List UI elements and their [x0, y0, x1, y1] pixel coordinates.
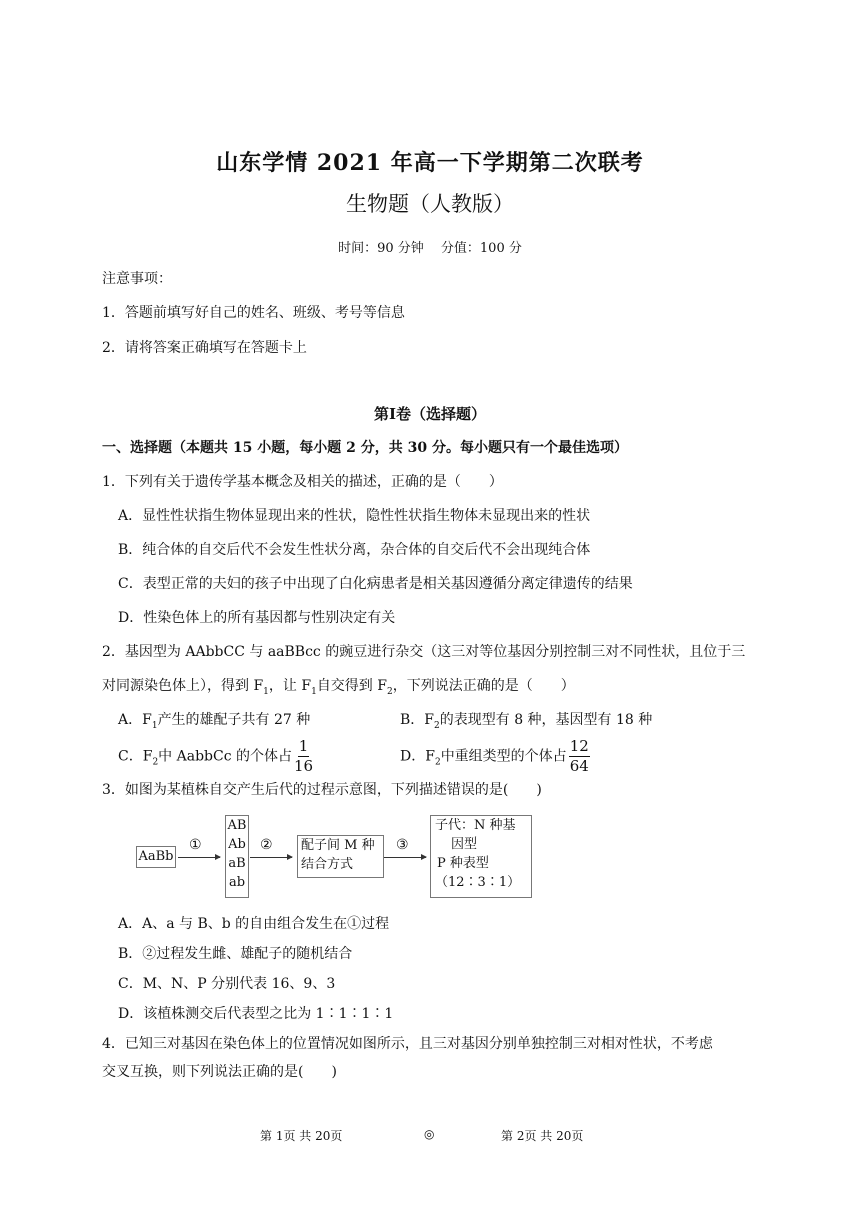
fraction: $\frac{1}{16}$ — [294, 737, 314, 775]
question-2-stem-line1: 2．基因型为 AAbbCC 与 aaBBcc 的豌豆进行杂交（这三对等位基因分别控制三对不同性状，且位于三 — [102, 644, 746, 660]
question-3-option-b: B．②过程发生雌、雄配子的随机结合 — [118, 946, 353, 962]
combination-box — [297, 835, 384, 878]
question-3-option-c: C．M、N、P 分别代表 16、9、3 — [118, 976, 336, 992]
offspring-text: 因型 — [451, 837, 478, 852]
question-1-stem: 1．下列有关于遗传学基本概念及相关的描述，正确的是（ ） — [102, 474, 503, 490]
question-1-option-c: C．表型正常的夫妇的孩子中出现了白化病患者是相关基因遵循分离定律遗传的结果 — [118, 576, 633, 592]
offspring-box — [430, 815, 532, 898]
question-2-option-a: A．$F_1$产生的雄配子共有 27 种 — [118, 712, 311, 731]
question-3-stem: 3．如图为某植株自交产生后代的过程示意图，下列描述错误的是( ) — [102, 782, 542, 798]
note-item: 1．答题前填写好自己的姓名、班级、考号等信息 — [102, 305, 405, 321]
step-2-label: ② — [260, 837, 273, 853]
question-3-option-d: D．该植株测交后代表型之比为 1∶1∶1∶1 — [118, 1006, 394, 1022]
document-subtitle: 生物题（人教版） — [346, 192, 514, 216]
arrow-3 — [384, 857, 426, 858]
note-item: 2．请将答案正确填写在答题卡上 — [102, 340, 307, 356]
question-4-stem-line1: 4．已知三对基因在染色体上的位置情况如图所示，且三对基因分别单独控制三对相对性状，不考虑 — [102, 1036, 713, 1052]
question-4-stem-line2: 交叉互换，则下列说法正确的是( ) — [102, 1064, 337, 1080]
gametes-box — [225, 815, 249, 898]
question-3-option-a: A．A、a 与 B、b 的自由组合发生在①过程 — [118, 916, 390, 932]
question-1-option-a: A．显性性状指生物体显现出来的性状，隐性性状指生物体未显现出来的性状 — [118, 508, 591, 524]
offspring-text: 子代：N 种基 — [435, 818, 516, 833]
page-number-right: 第 2页 共 20页 — [501, 1129, 584, 1143]
arrow-2 — [250, 857, 292, 858]
fraction: $\frac{12}{64}$ — [569, 737, 589, 775]
step-3-label: ③ — [396, 837, 409, 853]
combination-text: 结合方式 — [301, 857, 354, 872]
document-title: 山东学情 2021 年高一下学期第二次联考 — [216, 150, 644, 176]
footer-separator: ◎ — [424, 1127, 435, 1141]
gamete: Ab — [228, 837, 246, 852]
arrow-1 — [178, 857, 220, 858]
gamete: AB — [227, 818, 247, 833]
exam-meta: 时间：90 分钟 分值：100 分 — [338, 241, 522, 256]
section-title: 第Ⅰ卷（选择题） — [373, 405, 487, 423]
part-heading: 一、选择题（本题共 15 小题，每小题 2 分，共 30 分。每小题只有一个最佳选项） — [102, 440, 628, 456]
question-1-option-d: D．性染色体上的所有基因都与性别决定有关 — [118, 610, 396, 626]
offspring-text: P 种表型 — [437, 856, 489, 871]
question-1-option-b: B．纯合体的自交后代不会发生性状分离，杂合体的自交后代不会出现纯合体 — [118, 542, 591, 558]
parent-genotype-box: AaBb — [136, 846, 176, 868]
notes-heading: 注意事项： — [102, 271, 172, 287]
question-2-stem-line2: 对同源染色体上），得到 $F_1$，让 $F_1$自交得到 $F_2$，下列说法正确的是（ ） — [102, 678, 575, 697]
question-2-option-c: C．$F_2$中 AabbCc 的个体占 $\frac{1}{16}$ — [118, 737, 314, 775]
offspring-text: （12∶3∶1） — [435, 875, 521, 890]
combination-text: 配子间 M 种 — [301, 838, 375, 853]
step-1-label: ① — [189, 837, 202, 853]
question-2-option-d: D．$F_2$中重组类型的个体占 $\frac{12}{64}$ — [400, 737, 589, 775]
gamete: ab — [228, 875, 246, 890]
gamete: aB — [228, 856, 246, 871]
question-2-option-b: B．$F_2$的表现型有 8 种，基因型有 18 种 — [400, 712, 653, 731]
page-number-left: 第 1页 共 20页 — [260, 1129, 343, 1143]
